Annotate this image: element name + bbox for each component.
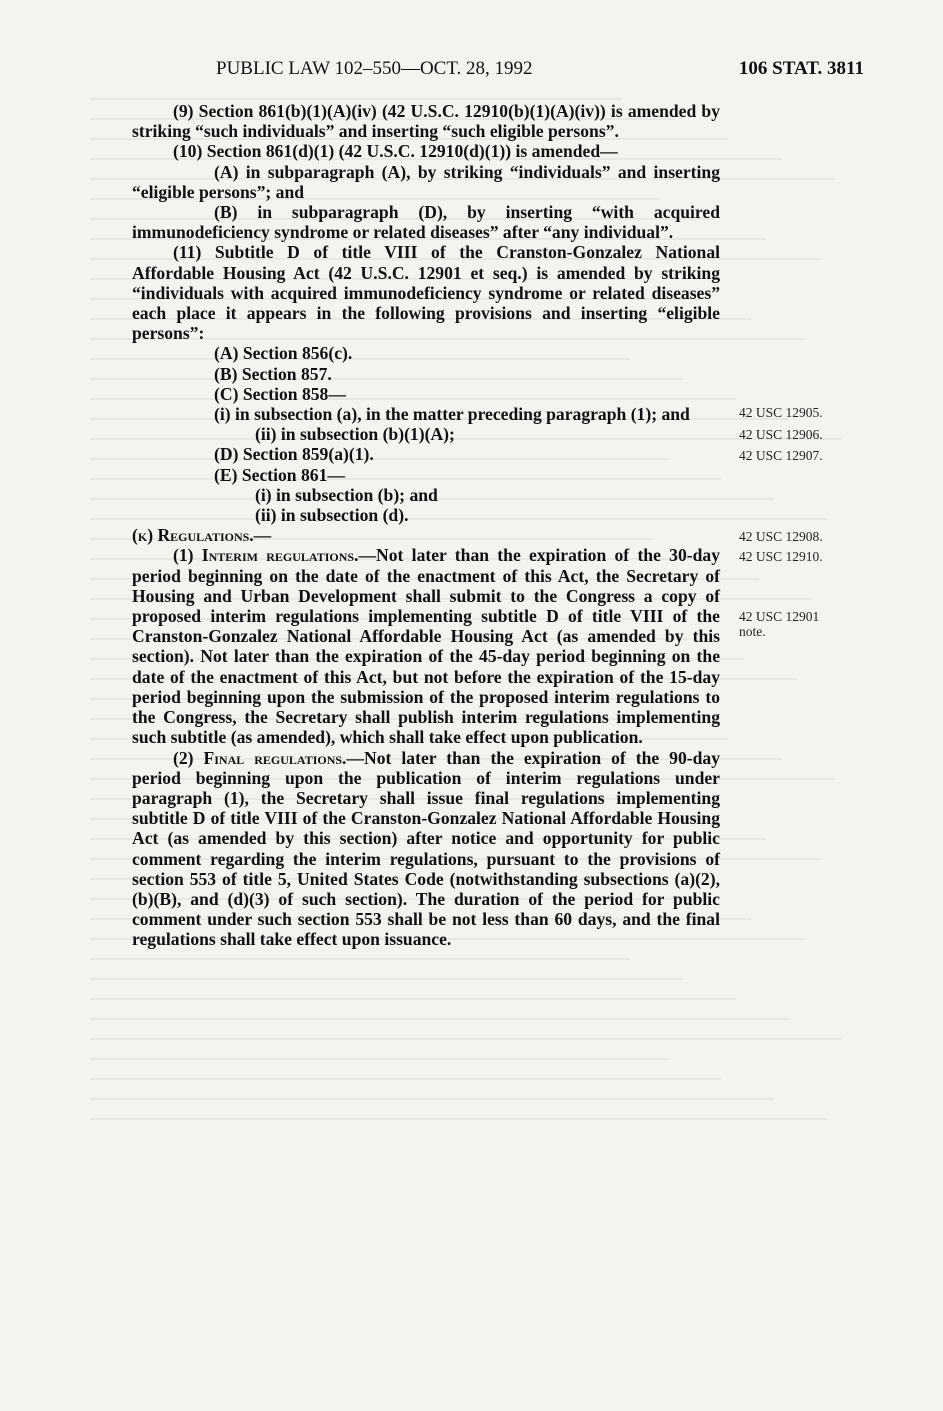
paragraph-k-1-text: —Not later than the expiration of the 30-day period beginning on the date of the enactment of this Act, the Secretary of Housing and Urban Development shall submit to the Congress a copy of proposed interim regulations implementing subtitle D of title VIII of the Cranston-Gonzalez National Affordable Housing Act (as amended by this section). Not later than the expiration of the 45-day period beginning on the date of the enactment of this Act, but not before the expiration of the 15-day period beginning upon the submission of the proposed interim regulations to the Congress, the Secretary shall publish interim regulations implementing such subtitle (as amended), which shall take effect upon publication. (132, 545, 720, 748)
margin-note-12907: 42 USC 12907. (739, 448, 823, 463)
paragraph-11-c-i: (i) in subsection (a), in the matter preceding paragraph (1); and (214, 404, 690, 425)
body-text (132, 101, 720, 950)
paragraph-11-e-i: (i) in subsection (b); and (255, 484, 438, 505)
paragraph-11-c: (C) Section 858— (214, 383, 346, 404)
paragraph-11-e: (E) Section 861— (214, 464, 345, 485)
running-header (216, 58, 864, 84)
bleed-through-line (90, 978, 683, 980)
paragraph-11-b: (B) Section 857. (214, 363, 332, 384)
paragraph-k-2 (132, 748, 720, 950)
subsection-k-heading: (k) Regulations.— (132, 525, 272, 546)
bleed-through-line (90, 958, 630, 960)
margin-note-12901: 42 USC 12901 (739, 609, 820, 624)
margin-note-12908: 42 USC 12908. (739, 529, 823, 544)
header-stat-page: 106 STAT. 3811 (738, 58, 864, 79)
paragraph-11-a: (A) Section 856(c). (214, 343, 353, 364)
bleed-through-line (90, 1078, 721, 1080)
bleed-through-line (90, 1098, 774, 1100)
paragraph-k-1-label: (1) Interim regulations. (173, 545, 359, 566)
margin-note-12905: 42 USC 12905. (739, 405, 823, 420)
bleed-through-line (90, 1038, 842, 1040)
paragraph-10: (10) Section 861(d)(1) (42 U.S.C. 12910(d)(1)) is amended— (173, 141, 618, 162)
paragraph-11-d: (D) Section 859(a)(1). (214, 444, 374, 465)
margin-note-12901-note (739, 609, 889, 639)
margin-note-note: note. (739, 624, 766, 639)
paragraph-10-a: (A) in subparagraph (A), by striking “individuals” and inserting “eligible persons”; and (132, 161, 720, 202)
margin-note-12906: 42 USC 12906. (739, 427, 823, 442)
bleed-through-line (90, 1118, 827, 1120)
bleed-through-line (90, 998, 736, 1000)
paragraph-k-2-text: —Not later than the expiration of the 90-day period beginning upon the publication of interim regulations under paragraph (1), the Secretary shall issue final regulations implementing subtitle D of title VIII of the Cranston-Gonzalez National Affordable Housing Act (as amended by this section) after notice and opportunity for public comment regarding the interim regulations, pursuant to the provisions of section 553 of title 5, United States Code (notwithstanding subsections (a)(2), (b)(B), and (d)(3) of such section). The duration of the period for public comment under such section 553 shall be not less than 60 days, and the final regulations shall take effect upon issuance. (132, 747, 721, 950)
margin-note-12910: 42 USC 12910. (739, 549, 823, 564)
paragraph-9: (9) Section 861(b)(1)(A)(iv) (42 U.S.C. 12910(b)(1)(A)(iv)) is amended by striking “such individuals” and inserting “such eligible persons”. (132, 101, 720, 142)
header-title: PUBLIC LAW 102–550—OCT. 28, 1992 (216, 58, 533, 79)
paragraph-10-b: (B) in subparagraph (D), by inserting “with acquired immunodeficiency syndrome or related diseases” after “any individual”. (132, 202, 720, 243)
bleed-through-line (90, 98, 622, 100)
bleed-through-line (90, 1058, 668, 1060)
paragraph-k-2-label: (2) Final regulations. (173, 747, 347, 768)
paragraph-k-1 (132, 545, 720, 747)
bleed-through-line (90, 1018, 789, 1020)
paragraph-11-c-ii: (ii) in subsection (b)(1)(A); (255, 424, 455, 445)
paragraph-11-e-ii: (ii) in subsection (d). (255, 505, 409, 526)
paragraph-11: (11) Subtitle D of title VIII of the Cranston-Gonzalez National Affordable Housing Act (42 U.S.C. 12901 et seq.) is amended by striking “individuals with acquired immunodeficiency syndrome or related diseases” each place it appears in the following provisions and inserting “eligible persons”: (132, 242, 720, 344)
